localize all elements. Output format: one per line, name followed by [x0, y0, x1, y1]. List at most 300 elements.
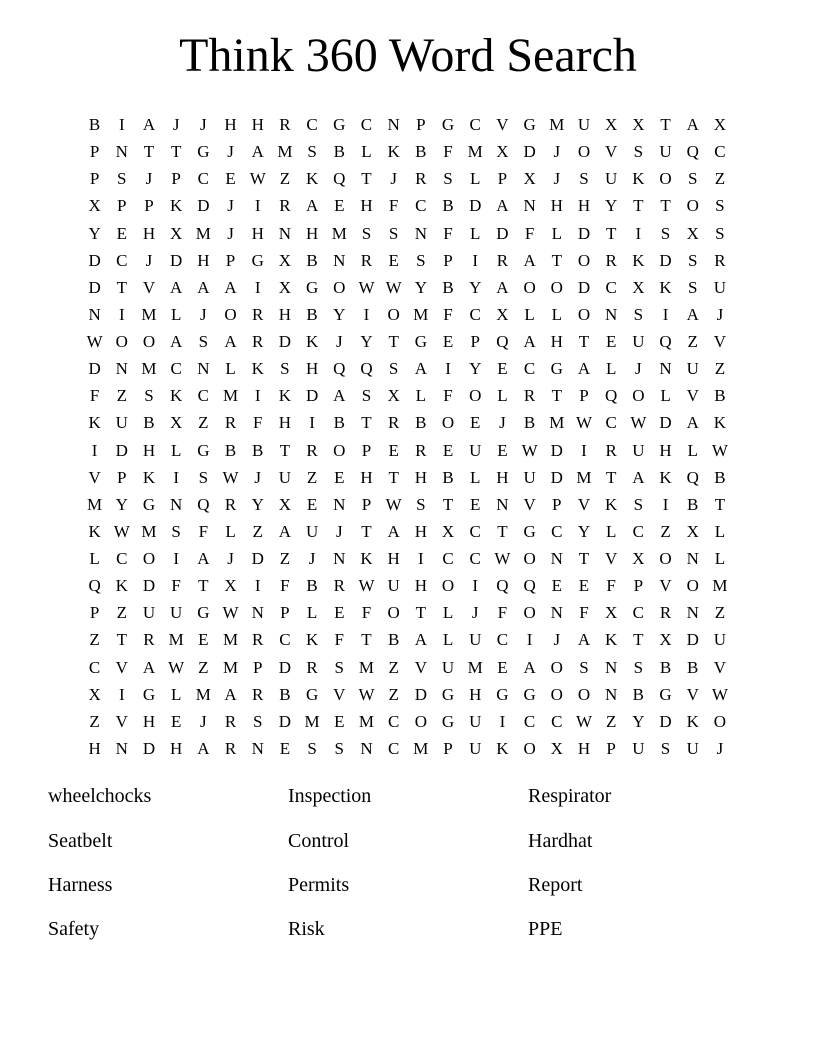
grid-letter: V: [88, 467, 101, 487]
grid-letter: A: [142, 657, 156, 677]
grid-letter: O: [686, 196, 699, 216]
grid-letter: Q: [333, 359, 346, 379]
grid-letter: B: [687, 494, 699, 514]
grid-letter: I: [173, 467, 179, 487]
grid-letter: E: [334, 711, 345, 731]
grid-letter: Z: [252, 521, 263, 541]
grid-letter: B: [252, 440, 264, 460]
grid-letter: V: [142, 277, 156, 297]
grid-letter: F: [443, 223, 453, 243]
grid-letter: B: [442, 467, 454, 487]
grid-letter: R: [224, 494, 237, 514]
grid-letter: U: [142, 603, 156, 623]
grid-letter: T: [497, 521, 508, 541]
grid-letter: T: [361, 169, 372, 189]
grid-letter: W: [358, 684, 375, 704]
grid-letter: Y: [333, 304, 346, 324]
grid-letter: M: [222, 386, 239, 406]
grid-letter: O: [523, 549, 536, 569]
grid-letter: A: [278, 521, 292, 541]
grid-letter: E: [170, 711, 182, 731]
grid-letter: A: [496, 196, 509, 216]
grid-letter: T: [361, 413, 372, 433]
grid-letter: L: [225, 359, 236, 379]
grid-letter: I: [254, 576, 261, 596]
grid-letter: V: [659, 576, 672, 596]
grid-letter: B: [279, 684, 291, 704]
grid-letter: U: [577, 115, 591, 135]
grid-letter: T: [388, 467, 399, 487]
grid-letter: P: [225, 250, 236, 270]
grid-letter: B: [306, 576, 318, 596]
grid-letter: D: [142, 576, 156, 596]
grid-letter: F: [252, 413, 263, 433]
grid-letter: J: [145, 250, 153, 270]
grid-letter: C: [197, 169, 210, 189]
grid-letter: C: [523, 359, 536, 379]
grid-letter: J: [635, 359, 642, 379]
grid-letter: V: [496, 115, 509, 135]
grid-letter: S: [117, 169, 127, 189]
grid-letter: V: [713, 332, 727, 352]
grid-letter: R: [224, 413, 237, 433]
grid-letter: C: [387, 738, 400, 758]
grid-letter: G: [251, 250, 264, 270]
grid-letter: S: [687, 277, 698, 297]
grid-letter: S: [416, 494, 426, 514]
grid-letter: Q: [496, 332, 509, 352]
grid-letter: E: [605, 332, 617, 352]
grid-letter: R: [659, 603, 672, 623]
grid-letter: T: [361, 630, 372, 650]
grid-letter: L: [415, 386, 427, 406]
grid-letter: T: [442, 494, 454, 514]
grid-letter: N: [115, 359, 128, 379]
grid-letter: J: [716, 304, 724, 324]
grid-letter: G: [142, 494, 156, 514]
word-list-column: [288, 774, 528, 952]
grid-letter: P: [606, 738, 616, 758]
grid-letter: W: [575, 711, 592, 731]
word-list-item: Permits: [288, 873, 350, 896]
grid-letter: H: [251, 115, 264, 135]
grid-letter: W: [249, 169, 266, 189]
grid-letter: T: [170, 142, 182, 162]
grid-letter: M: [87, 494, 103, 514]
grid-letter: V: [605, 142, 618, 162]
grid-letter: E: [578, 576, 590, 596]
grid-letter: B: [333, 413, 345, 433]
grid-letter: O: [414, 711, 427, 731]
grid-letter: F: [443, 304, 453, 324]
grid-letter: C: [88, 657, 101, 677]
grid-letter: A: [686, 413, 699, 433]
grid-letter: M: [413, 738, 429, 758]
grid-letter: P: [416, 115, 426, 135]
grid-letter: O: [142, 332, 156, 352]
grid-letter: J: [227, 196, 234, 216]
word-list-item: Safety: [48, 918, 100, 941]
grid-letter: F: [579, 603, 589, 623]
grid-letter: B: [306, 250, 318, 270]
grid-letter: E: [334, 196, 345, 216]
grid-letter: D: [197, 196, 210, 216]
grid-letter: R: [605, 250, 617, 270]
grid-letter: M: [358, 657, 375, 677]
grid-letter: F: [171, 576, 181, 596]
grid-letter: R: [279, 115, 291, 135]
grid-letter: V: [115, 711, 128, 731]
grid-letter: O: [550, 684, 563, 704]
grid-letter: Z: [198, 657, 209, 677]
grid-letter: Z: [388, 684, 399, 704]
grid-letter: H: [305, 223, 319, 243]
grid-letter: K: [251, 359, 264, 379]
grid-letter: T: [388, 332, 399, 352]
grid-letter: W: [711, 440, 728, 460]
grid-letter: V: [414, 657, 427, 677]
grid-letter: H: [414, 521, 427, 541]
grid-letter: X: [88, 684, 101, 704]
grid-letter: C: [523, 711, 536, 731]
grid-letter: J: [200, 711, 207, 731]
grid-letter: A: [387, 521, 400, 541]
grid-letter: C: [116, 250, 128, 270]
grid-letter: R: [415, 169, 427, 189]
grid-letter: G: [142, 684, 156, 704]
word-list-item: Seatbelt: [48, 829, 113, 852]
grid-letter: S: [660, 223, 671, 243]
grid-letter: J: [254, 467, 262, 487]
grid-letter: M: [168, 630, 184, 650]
grid-letter: Y: [605, 196, 618, 216]
grid-letter: C: [360, 115, 373, 135]
grid-letter: F: [388, 196, 399, 216]
grid-letter: Y: [251, 494, 264, 514]
grid-letter: U: [305, 521, 319, 541]
grid-letter: P: [144, 196, 154, 216]
grid-letter: N: [88, 304, 101, 324]
grid-letter: A: [686, 115, 699, 135]
grid-letter: C: [469, 304, 481, 324]
grid-letter: X: [605, 115, 618, 135]
grid-letter: Q: [496, 576, 509, 596]
grid-letter: Z: [89, 711, 100, 731]
grid-letter: N: [115, 142, 128, 162]
grid-letter: S: [361, 223, 372, 243]
grid-letter: R: [333, 576, 345, 596]
grid-letter: T: [116, 277, 127, 297]
grid-letter: K: [605, 494, 618, 514]
grid-letter: J: [145, 169, 153, 189]
word-list-item: Risk: [288, 918, 325, 941]
grid-letter: B: [333, 142, 345, 162]
word-list-item: Hardhat: [528, 829, 593, 852]
grid-letter: H: [278, 413, 292, 433]
grid-letter: K: [305, 332, 319, 352]
grid-letter: Z: [279, 549, 291, 569]
grid-letter: L: [89, 549, 100, 569]
grid-letter: W: [494, 549, 511, 569]
grid-letter: V: [686, 684, 699, 704]
grid-letter: C: [415, 196, 427, 216]
grid-letter: B: [442, 277, 454, 297]
grid-letter: A: [197, 738, 210, 758]
grid-letter: O: [115, 332, 128, 352]
grid-letter: J: [200, 115, 207, 135]
grid-letter: L: [306, 603, 318, 623]
grid-letter: N: [686, 549, 699, 569]
grid-letter: E: [470, 413, 481, 433]
grid-letter: H: [469, 684, 482, 704]
grid-letter: R: [306, 440, 318, 460]
grid-letter: S: [252, 711, 263, 731]
grid-letter: C: [551, 711, 563, 731]
grid-letter: B: [714, 386, 726, 406]
grid-letter: J: [499, 413, 506, 433]
grid-letter: M: [222, 657, 239, 677]
grid-letter: A: [523, 332, 536, 352]
grid-letter: X: [496, 304, 509, 324]
grid-letter: D: [523, 142, 536, 162]
grid-letter: M: [141, 521, 157, 541]
grid-letter: D: [88, 277, 101, 297]
grid-letter: W: [385, 494, 402, 514]
grid-letter: G: [550, 359, 563, 379]
grid-letter: C: [387, 711, 400, 731]
grid-letter: U: [632, 440, 645, 460]
grid-letter: E: [470, 494, 481, 514]
grid-letter: O: [577, 142, 591, 162]
grid-letter: L: [170, 304, 182, 324]
grid-letter: G: [441, 684, 455, 704]
grid-letter: I: [173, 549, 179, 569]
grid-letter: A: [170, 332, 183, 352]
grid-letter: I: [254, 196, 261, 216]
grid-letter: B: [306, 304, 318, 324]
grid-letter: R: [605, 440, 617, 460]
grid-letter: D: [305, 386, 319, 406]
grid-letter: O: [659, 549, 672, 569]
grid-letter: D: [469, 196, 482, 216]
grid-letter: R: [387, 413, 400, 433]
grid-letter: U: [469, 738, 482, 758]
grid-letter: P: [443, 738, 453, 758]
grid-letter: D: [496, 223, 509, 243]
grid-letter: W: [168, 657, 185, 677]
grid-letter: S: [633, 304, 644, 324]
grid-letter: A: [142, 115, 156, 135]
grid-letter: I: [91, 440, 98, 460]
grid-letter: N: [333, 549, 346, 569]
grid-letter: D: [278, 711, 292, 731]
grid-letter: C: [496, 630, 509, 650]
grid-letter: P: [89, 142, 100, 162]
grid-letter: A: [577, 359, 591, 379]
grid-letter: E: [551, 576, 562, 596]
grid-letter: K: [686, 711, 699, 731]
grid-letter: G: [441, 711, 455, 731]
grid-letter: C: [714, 142, 726, 162]
grid-letter: W: [521, 440, 538, 460]
word-search-grid: [81, 111, 734, 762]
grid-letter: N: [115, 738, 128, 758]
grid-letter: C: [306, 115, 318, 135]
grid-letter: P: [579, 386, 589, 406]
grid-letter: Z: [89, 630, 100, 650]
grid-letter: P: [361, 494, 372, 514]
grid-letter: S: [388, 359, 399, 379]
grid-letter: B: [415, 413, 427, 433]
grid-letter: J: [553, 142, 561, 162]
grid-letter: U: [713, 630, 727, 650]
grid-letter: B: [415, 142, 427, 162]
grid-letter: G: [523, 115, 536, 135]
grid-letter: Y: [469, 359, 482, 379]
grid-letter: P: [280, 603, 290, 623]
grid-letter: K: [387, 142, 400, 162]
grid-letter: U: [469, 440, 482, 460]
grid-letter: N: [251, 738, 264, 758]
grid-letter: B: [143, 413, 155, 433]
grid-letter: M: [712, 576, 728, 596]
grid-letter: G: [305, 277, 319, 297]
grid-letter: S: [579, 169, 589, 189]
grid-letter: E: [306, 494, 318, 514]
grid-letter: R: [224, 711, 237, 731]
word-list-item: wheelchocks: [48, 785, 152, 808]
grid-letter: L: [660, 386, 671, 406]
grid-letter: T: [578, 549, 590, 569]
grid-letter: I: [309, 413, 315, 433]
grid-letter: O: [577, 250, 591, 270]
grid-letter: N: [333, 250, 346, 270]
grid-letter: O: [523, 738, 536, 758]
grid-letter: N: [278, 223, 292, 243]
grid-letter: C: [605, 277, 617, 297]
grid-letter: Q: [686, 142, 699, 162]
grid-letter: E: [497, 359, 508, 379]
grid-letter: T: [714, 494, 726, 514]
grid-letter: T: [198, 576, 209, 596]
grid-letter: Z: [714, 359, 726, 379]
grid-letter: D: [414, 684, 427, 704]
grid-letter: S: [334, 657, 345, 677]
grid-letter: U: [469, 630, 482, 650]
grid-letter: M: [195, 684, 211, 704]
grid-letter: T: [578, 332, 590, 352]
grid-letter: U: [115, 413, 128, 433]
grid-letter: I: [445, 359, 451, 379]
grid-letter: V: [333, 684, 346, 704]
grid-letter: X: [605, 603, 618, 623]
grid-letter: F: [361, 603, 372, 623]
grid-letter: S: [715, 223, 725, 243]
grid-letter: Z: [605, 711, 617, 731]
grid-letter: M: [195, 223, 211, 243]
grid-letter: L: [470, 169, 481, 189]
grid-letter: P: [443, 250, 453, 270]
grid-letter: C: [469, 521, 481, 541]
grid-letter: U: [469, 711, 482, 731]
grid-letter: E: [198, 630, 209, 650]
grid-letter: H: [414, 576, 427, 596]
grid-letter: P: [89, 169, 100, 189]
grid-letter: S: [307, 738, 317, 758]
grid-letter: F: [89, 386, 100, 406]
grid-letter: I: [363, 304, 370, 324]
grid-letter: B: [224, 440, 237, 460]
grid-letter: E: [225, 169, 236, 189]
grid-letter: U: [686, 738, 699, 758]
grid-letter: E: [334, 603, 345, 623]
grid-letter: N: [523, 196, 536, 216]
grid-letter: D: [278, 332, 292, 352]
grid-letter: D: [88, 359, 101, 379]
grid-letter: X: [523, 169, 536, 189]
grid-letter: Q: [659, 332, 672, 352]
grid-letter: K: [305, 169, 319, 189]
grid-letter: N: [387, 115, 400, 135]
grid-letter: Y: [88, 223, 101, 243]
grid-letter: O: [142, 549, 156, 569]
grid-letter: O: [441, 576, 455, 596]
grid-letter: A: [305, 196, 319, 216]
grid-letter: H: [550, 196, 563, 216]
grid-letter: V: [577, 494, 591, 514]
grid-letter: B: [88, 115, 101, 135]
grid-letter: X: [88, 196, 101, 216]
grid-letter: N: [550, 549, 563, 569]
grid-letter: D: [115, 440, 128, 460]
grid-letter: N: [197, 359, 210, 379]
grid-letter: Y: [632, 711, 645, 731]
grid-letter: V: [686, 386, 699, 406]
grid-letter: I: [118, 304, 125, 324]
grid-letter: Z: [714, 169, 726, 189]
grid-letter: O: [686, 576, 699, 596]
grid-letter: O: [441, 413, 455, 433]
grid-letter: N: [659, 359, 672, 379]
grid-letter: T: [116, 630, 127, 650]
grid-letter: C: [469, 115, 481, 135]
grid-letter: V: [115, 657, 128, 677]
grid-letter: U: [686, 359, 699, 379]
grid-letter: M: [576, 467, 592, 487]
grid-letter: T: [551, 250, 562, 270]
grid-letter: L: [497, 386, 508, 406]
grid-letter: H: [251, 223, 264, 243]
grid-letter: R: [523, 386, 536, 406]
grid-letter: R: [252, 332, 264, 352]
grid-letter: F: [280, 576, 290, 596]
grid-letter: E: [116, 223, 127, 243]
grid-letter: G: [414, 332, 427, 352]
grid-letter: S: [687, 250, 698, 270]
grid-letter: D: [659, 413, 672, 433]
grid-letter: K: [115, 576, 128, 596]
grid-letter: K: [88, 521, 101, 541]
grid-letter: L: [605, 359, 617, 379]
grid-letter: E: [442, 440, 454, 460]
grid-letter: Q: [333, 169, 346, 189]
grid-letter: I: [662, 494, 669, 514]
grid-letter: L: [361, 142, 372, 162]
grid-letter: N: [605, 657, 618, 677]
grid-letter: T: [633, 196, 644, 216]
grid-letter: K: [360, 549, 373, 569]
grid-letter: N: [170, 494, 183, 514]
